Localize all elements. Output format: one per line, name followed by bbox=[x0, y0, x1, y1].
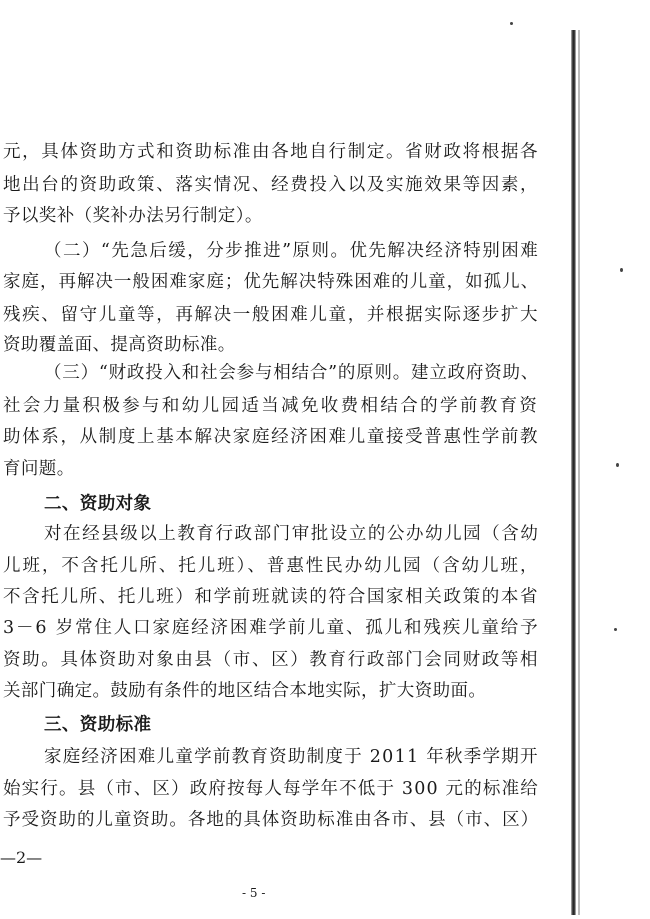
text-line: 元，具体资助方式和资助标准由各地自行制定。省财政将根据各 bbox=[3, 142, 540, 162]
section-heading: 二、资助对象 bbox=[44, 494, 152, 514]
binding-edge bbox=[571, 30, 576, 915]
text-line: （二）“先急后缓，分步推进”原则。优先解决经济特别困难 bbox=[44, 241, 540, 261]
page-number: —2— bbox=[0, 848, 43, 867]
text-line: 资助覆盖面、提高资助标准。 bbox=[3, 335, 236, 355]
text-line: 始实行。县（市、区）政府按每人每学年不低于 300 元的标准给 bbox=[3, 779, 539, 799]
scan-page-number: - 5 - bbox=[242, 886, 266, 900]
scan-speck bbox=[510, 22, 513, 25]
text-line: 资助。具体资助对象由县（市、区）教育行政部门会同财政等相 bbox=[3, 650, 540, 670]
text-line: 地出台的资助政策、落实情况、经费投入以及实施效果等因素， bbox=[3, 175, 540, 195]
text-line: 予以奖补（奖补办法另行制定）。 bbox=[3, 206, 263, 226]
text-line: （三）“财政投入和社会参与相结合”的原则。建立政府资助、 bbox=[44, 363, 540, 383]
binding-edge-shadow bbox=[578, 30, 580, 915]
text-line: 家庭经济困难儿童学前教育资助制度于 2011 年秋季学期开 bbox=[44, 747, 539, 767]
text-line: 助体系，从制度上基本解决家庭经济困难儿童接受普惠性学前教 bbox=[3, 427, 540, 447]
text-line: 关部门确定。鼓励有条件的地区结合本地实际，扩大资助面。 bbox=[3, 681, 487, 701]
text-line: 对在经县级以上教育行政部门审批设立的公办幼儿园（含幼 bbox=[44, 524, 540, 544]
text-line: 儿班，不含托儿所、托儿班）、普惠性民办幼儿园（含幼儿班， bbox=[3, 556, 540, 576]
text-line: 残疾、留守儿童等，再解决一般困难儿童，并根据实际逐步扩大 bbox=[3, 305, 540, 325]
scan-speck bbox=[616, 463, 619, 467]
scan-speck bbox=[620, 268, 623, 272]
text-line: 予受资助的儿童资助。各地的具体资助标准由各市、县（市、区） bbox=[3, 810, 540, 830]
scan-speck bbox=[614, 628, 617, 631]
text-line: 家庭，再解决一般困难家庭；优先解决特殊困难的儿童，如孤儿、 bbox=[3, 272, 540, 292]
text-line: 育问题。 bbox=[3, 459, 75, 479]
text-line: 不含托儿所、托儿班）和学前班就读的符合国家相关政策的本省 bbox=[3, 587, 540, 607]
text-line: 3－6 岁常住人口家庭经济困难学前儿童、孤儿和残疾儿童给予 bbox=[3, 618, 540, 638]
section-heading: 三、资助标准 bbox=[44, 715, 152, 735]
text-line: 社会力量积极参与和幼儿园适当减免收费相结合的学前教育资 bbox=[3, 396, 540, 416]
